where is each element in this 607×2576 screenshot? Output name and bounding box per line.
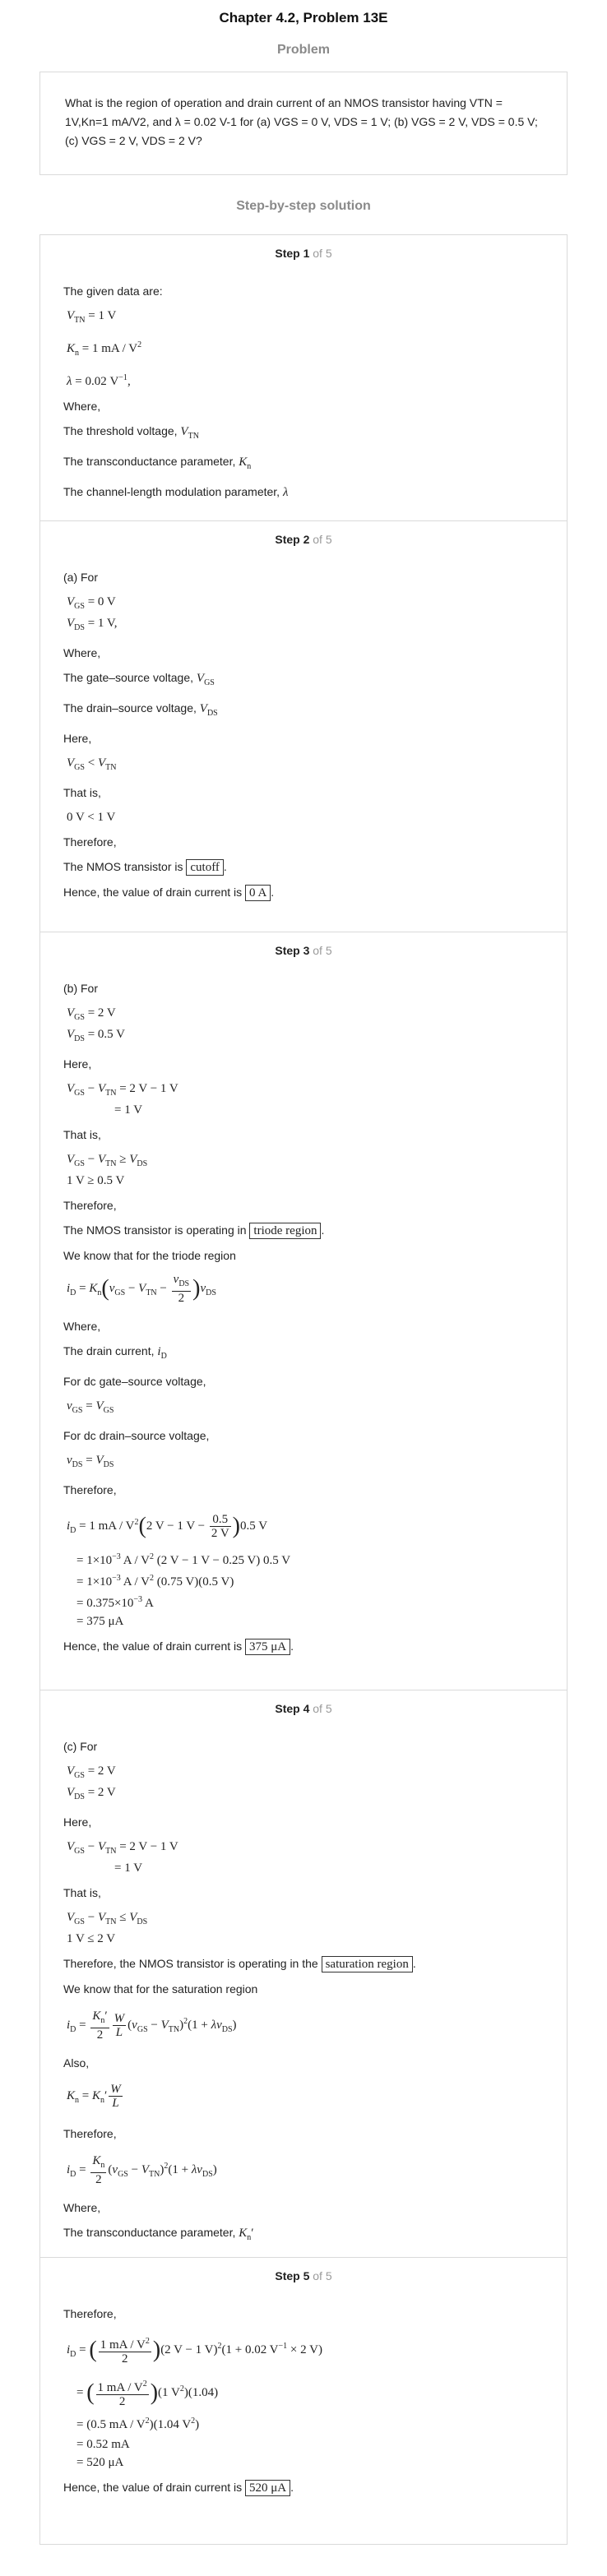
eq-calc-5: = 520 μA <box>76 2455 124 2469</box>
chapter-title: Chapter 4.2, Problem 13E <box>219 10 388 25</box>
therefore-text: Therefore, <box>63 2307 117 2320</box>
step-1-header <box>63 247 544 260</box>
eq-vds: $V_{DS} = 0.5$ V <box>67 1028 125 1043</box>
drain-source-line: The drain–source voltage, $V_{DS}$ <box>63 701 218 718</box>
gate-source-line: The gate–source voltage, $V_{GS}$ <box>63 671 215 687</box>
know-text: We know that for the triode region <box>63 1249 236 1262</box>
transconductance-text: The transconductance parameter, <box>63 455 236 468</box>
step-5-header <box>63 2269 544 2282</box>
step-count: of 5 <box>313 1702 332 1715</box>
channel-text: The channel-length modulation parameter, <box>63 485 280 498</box>
gate-source-text: The gate–source voltage, <box>63 671 193 684</box>
step-count: of 5 <box>313 2269 332 2282</box>
problem-card <box>39 72 568 175</box>
transconductance-line: The transconductance parameter, $K_n$ <box>63 455 252 471</box>
region-box: triode region <box>249 1223 321 1239</box>
hence-text: Hence, the value of drain current is <box>63 1639 243 1653</box>
step-count: of 5 <box>313 944 332 957</box>
eq-vgs: $V_{GS} = 0$ V <box>67 595 116 611</box>
for-c-text: (c) For <box>63 1740 98 1753</box>
region-box: saturation region <box>322 1956 413 1972</box>
region-line: Therefore, the NMOS transistor is operating in the saturation region . <box>63 1957 416 1971</box>
current-line: Hence, the value of drain current is 520 μA . <box>63 2480 294 2495</box>
eq-overdrive: $V_{GS} - V_{TN} = 2$ V − 1 V <box>67 1840 178 1856</box>
for-a-text: (a) For <box>63 571 98 584</box>
current-box: 520 μA <box>245 2480 290 2496</box>
region-line: The NMOS transistor is operating in triode region . <box>63 1223 325 1237</box>
eq-calc-2: = $1\times 10^{-3}$ A / $V^2$ (2 V − 1 V − 0.25 V) 0.5 V <box>76 1552 291 1567</box>
step-label: Step 3 <box>275 944 310 957</box>
eq-numeric-compare: 1 V ≥ 0.5 V <box>67 1174 125 1187</box>
where-text: Where, <box>63 646 101 659</box>
step-label: Step 4 <box>275 1702 310 1715</box>
operating-text: The NMOS transistor is operating in <box>63 1223 247 1237</box>
step-5 <box>39 2257 568 2545</box>
eq-calc-2: = ( $\frac{1 mA / V^2}{2}$ )(1 $V^2)(1.04)$ <box>76 2379 219 2409</box>
step-1 <box>39 234 568 520</box>
eq-vgs: $V_{GS} = 2$ V <box>67 1006 116 1022</box>
where-text: Where, <box>63 2201 101 2214</box>
that-is-text: That is, <box>63 1128 101 1141</box>
here-text: Here, <box>63 732 92 745</box>
region-line: The NMOS transistor is cutoff . <box>63 860 227 874</box>
here-text: Here, <box>63 1815 92 1829</box>
eq-calc-5: = 375 μA <box>76 1615 124 1628</box>
that-is-text: That is, <box>63 786 101 799</box>
therefore2-text: Therefore, <box>63 1483 117 1496</box>
eq-compare: $V_{GS} - V_{TN} \le V_{DS}$ <box>67 1911 148 1926</box>
eq-triode: $i_D = K_n(v_{GS} - V_{TN}$ − $\frac{v_{DS}}{2}$ )$v_{DS}$ <box>67 1273 216 1306</box>
current-line: Hence, the value of drain current is 375 μA . <box>63 1639 294 1653</box>
step-3 <box>39 932 568 1690</box>
current-box: 375 μA <box>245 1639 290 1655</box>
eq-calc-4: = $0.375\times 10^{-3}$ A <box>76 1595 154 1610</box>
eq-calc-4: = 0.52 mA <box>76 2437 130 2451</box>
eq-vtn: $V_{TN} = 1$ V <box>67 309 117 325</box>
where-text: Where, <box>63 1320 101 1333</box>
know-text: We know that for the saturation region <box>63 1982 258 1996</box>
eq-vds: $V_{DS} = 2$ V <box>67 1786 116 1801</box>
step-count: of 5 <box>313 533 332 546</box>
step-4 <box>39 1690 568 2257</box>
transconductance-text: The transconductance parameter, <box>63 2226 236 2239</box>
channel-line: The channel-length modulation parameter, λ <box>63 485 289 499</box>
dc-ds-text: For dc drain–source voltage, <box>63 1429 210 1442</box>
for-b-text: (b) For <box>63 982 98 995</box>
region-box: cutoff <box>186 859 224 876</box>
eq-numeric-compare: 0 V < 1 V <box>67 811 116 824</box>
step-2-header <box>63 533 544 546</box>
current-line: Hence, the value of drain current is 0 A . <box>63 886 275 900</box>
step-label: Step 5 <box>275 2269 310 2282</box>
eq-saturation: $i_D$ = $\frac{K_n'}{2}$ $\frac{W}{L}$ $(v_{GS} - V_{TN})^2(1 + \lambda v_{DS})$ <box>67 2009 237 2042</box>
step-3-header <box>63 944 544 957</box>
eq-kn-def: $K_n = K_n'$ $\frac{W}{L}$ <box>67 2083 121 2111</box>
given-text: The given data are: <box>63 284 163 298</box>
dc-gs-text: For dc gate–source voltage, <box>63 1375 206 1388</box>
hence-text: Hence, the value of drain current is <box>63 2480 243 2494</box>
where-text: Where, <box>63 400 101 413</box>
therefore-sat-text: Therefore, the NMOS transistor is operating in the <box>63 1957 318 1970</box>
also-text: Also, <box>63 2056 90 2070</box>
step-label: Step 2 <box>275 533 310 546</box>
eq-calc-1: $i_D = 1$ mA / $V^2(2$ V − 1 V − $\frac{0.5}{2 V}$ )0.5 V <box>67 1513 268 1541</box>
eq-calc-3: = (0.5 mA / $V^2)(1.04$ $V^2$) <box>76 2416 200 2431</box>
drain-current-line: The drain current, $i_D$ <box>63 1344 167 1361</box>
therefore-text: Therefore, <box>63 2127 117 2140</box>
step-count: of 5 <box>313 247 332 260</box>
therefore-text: Therefore, <box>63 1199 117 1212</box>
step-label: Step 1 <box>275 247 310 260</box>
step-4-header <box>63 1702 544 1715</box>
eq-kn: $K_n = 1$ mA / $V^2$ <box>67 340 142 358</box>
eq-lambda: λ = 0.02 $V^{-1}$, <box>67 373 131 388</box>
eq-compare: $V_{GS} < V_{TN}$ <box>67 756 117 772</box>
eq-calc-3: = $1\times 10^{-3}$ A / $V^2$ (0.75 V)(0.5 V) <box>76 1574 234 1589</box>
problem-text: What is the region of operation and drain current of an NMOS transistor having VTN = 1V,Kn=1 mA/V2, and λ = 0.02 V-1 for (a) VGS = 0 V, VDS = 1 V; (b) VGS = 2 V, VDS = 0.5 V; (c) VGS = 2 V, VDS = 2 V? <box>65 96 538 147</box>
eq-saturation-kn: $i_D$ = $\frac{K_n}{2}$ $(v_{GS} - V_{TN})^2(1 + \lambda v_{DS})$ <box>67 2154 217 2187</box>
transconductance-line: The transconductance parameter, $K_n'$ <box>63 2226 254 2242</box>
drain-source-text: The drain–source voltage, <box>63 701 197 715</box>
therefore-text: Therefore, <box>63 835 117 849</box>
eq-vgs: $V_{GS} = 2$ V <box>67 1764 116 1780</box>
eq-vgs-dc: $v_{GS} = V_{GS}$ <box>67 1399 114 1415</box>
eq-overdrive-result: = 1 V <box>114 1861 143 1875</box>
step-2 <box>39 520 568 932</box>
eq-vds-dc: $v_{DS} = V_{DS}$ <box>67 1454 114 1469</box>
that-is-text: That is, <box>63 1886 101 1899</box>
threshold-line: The threshold voltage, $V_{TN}$ <box>63 424 199 441</box>
eq-calc-1: $i_D$ = ( $\frac{1 mA / V^2}{2}$ )(2 V − 1 V)$^2$(1 + 0.02 $V^{-1} \times 2$ V) <box>67 2337 322 2366</box>
nmos-is-text: The NMOS transistor is <box>63 860 183 873</box>
eq-vds: $V_{DS} = 1$ V, <box>67 617 118 632</box>
here-text: Here, <box>63 1057 92 1071</box>
eq-numeric-compare: 1 V ≤ 2 V <box>67 1932 116 1945</box>
steps-container <box>39 234 568 2545</box>
hence-text: Hence, the value of drain current is <box>63 886 243 899</box>
current-box: 0 A <box>245 885 271 901</box>
threshold-text: The threshold voltage, <box>63 424 178 437</box>
problem-heading: Problem <box>276 43 330 57</box>
eq-overdrive: $V_{GS} - V_{TN} = 2$ V − 1 V <box>67 1082 178 1098</box>
drain-current-text: The drain current, <box>63 1344 155 1357</box>
solution-heading: Step-by-step solution <box>236 199 371 213</box>
eq-overdrive-result: = 1 V <box>114 1103 143 1117</box>
eq-compare: $V_{GS} - V_{TN} \ge V_{DS}$ <box>67 1153 148 1168</box>
